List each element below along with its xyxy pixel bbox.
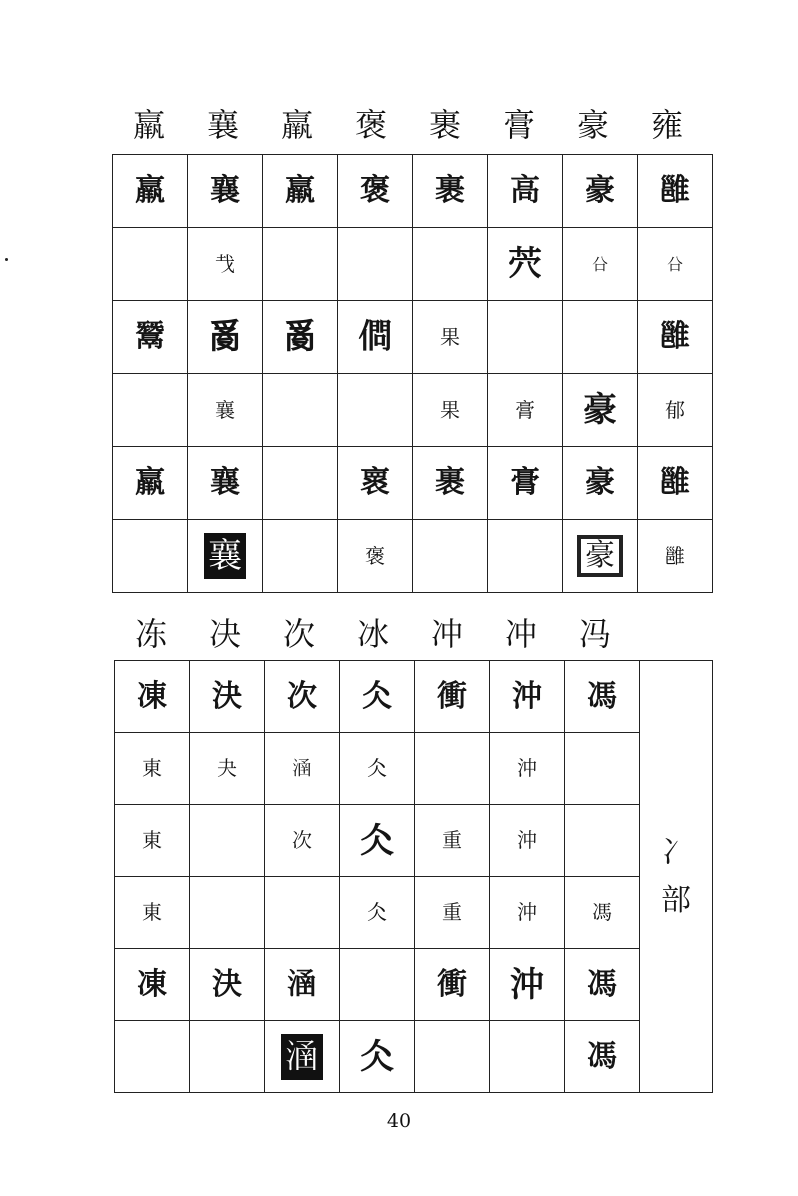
glyph: 郁 [665,397,685,422]
glyph: 東 [142,900,162,924]
glyph-cell [265,661,340,733]
glyph: 夬 [217,756,237,780]
glyph: 褒 [360,173,390,208]
glyph: 𤔔 [283,317,317,357]
section1-heading: 襄 [206,106,239,144]
glyph-cell [638,520,713,593]
seal-stamp-glyph: 襄 [204,533,246,579]
glyph-cell [563,374,638,447]
table-row [113,301,713,374]
table-row [115,1021,713,1093]
section2-glyph-table [114,660,713,1093]
glyph: 重 [442,828,462,852]
glyph: 決 [212,678,242,714]
glyph: 重 [442,900,462,924]
glyph-cell [338,301,413,374]
glyph-cell [638,374,713,447]
glyph-cell [490,877,565,949]
glyph: 馮 [592,900,612,924]
glyph: 雝 [660,173,690,208]
glyph-cell [263,155,338,228]
table-row [115,661,713,733]
glyph-cell [263,301,338,374]
glyph-cell [488,520,563,593]
glyph: 雝 [660,319,690,354]
table-row [113,374,713,447]
glyph-cell [490,949,565,1021]
glyph: 羸 [135,465,165,500]
glyph-cell [490,805,565,877]
table-row [113,228,713,301]
glyph-cell [188,228,263,301]
glyph: 馮 [587,966,617,1002]
glyph-cell [263,228,338,301]
glyph-cell [338,155,413,228]
glyph-cell [488,301,563,374]
glyph-cell [415,661,490,733]
glyph: 茓 [508,244,542,284]
glyph-cell [563,228,638,301]
glyph-cell [415,733,490,805]
glyph-cell [413,301,488,374]
section1-heading: 裹 [428,106,461,144]
glyph: 𣹢 [292,756,312,780]
glyph-cell [490,661,565,733]
glyph: 凍 [137,678,167,714]
glyph-cell [113,447,188,520]
glyph-cell [413,447,488,520]
glyph: 次 [287,678,317,714]
glyph-cell [338,374,413,447]
glyph-cell [413,228,488,301]
glyph: 襄 [210,465,240,500]
glyph-cell [338,520,413,593]
glyph-cell [188,301,263,374]
glyph-cell [415,805,490,877]
glyph: 仌 [367,900,387,924]
glyph-cell [563,301,638,374]
glyph-cell [265,1021,340,1093]
glyph: 羸 [285,173,315,208]
glyph-cell [113,520,188,593]
glyph-cell [340,1021,415,1093]
glyph-cell [340,877,415,949]
glyph-cell [190,805,265,877]
glyph-cell [413,374,488,447]
glyph-cell [415,1021,490,1093]
table-row [113,447,713,520]
glyph-cell [565,805,640,877]
section1-heading: 膏 [502,106,535,144]
radical-label-cell [640,661,713,1093]
glyph: 豪 [583,390,617,430]
glyph-cell [488,374,563,447]
glyph: 沖 [517,756,537,780]
glyph: 雝 [660,465,690,500]
glyph: 雝 [665,543,685,568]
glyph: 次 [292,828,312,852]
glyph-cell [638,228,713,301]
glyph: 裹 [435,465,465,500]
table-row [113,155,713,228]
section2-heading: 冻 [134,615,167,653]
glyph: 馮 [587,678,617,714]
radical-label: 部 [661,882,691,918]
glyph-cell [113,155,188,228]
glyph: 𣹢 [287,966,317,1002]
glyph: 褱 [360,465,390,500]
glyph-cell [265,949,340,1021]
glyph-cell [188,374,263,447]
glyph: 仌 [362,678,392,714]
section1-glyph-table [112,154,713,593]
glyph-cell [340,733,415,805]
glyph-cell [263,447,338,520]
section2-heading: 冰 [356,615,389,653]
section2-heading: 决 [208,615,241,653]
section1-heading: 雍 [650,106,683,144]
glyph: 決 [212,966,242,1002]
table-row [113,520,713,593]
glyph: 馮 [587,1038,617,1074]
glyph-cell [115,949,190,1021]
glyph-cell [638,301,713,374]
glyph: 裹 [435,173,465,208]
table-row [115,877,713,949]
section1-headings [112,105,704,145]
glyph: 褒 [365,543,385,568]
glyph-cell [115,805,190,877]
page-number: 40 [386,1110,412,1132]
glyph-cell [565,949,640,1021]
glyph-cell [115,1021,190,1093]
table-row [115,949,713,1021]
glyph-cell [340,949,415,1021]
glyph-cell [115,733,190,805]
stray-dot [5,258,8,261]
glyph-cell [490,733,565,805]
seal-stamp-glyph: 𣹢 [281,1034,323,1080]
glyph-cell [340,661,415,733]
glyph-cell [190,1021,265,1093]
glyph-cell [638,447,713,520]
glyph-cell [113,228,188,301]
glyph-cell [265,733,340,805]
glyph-cell [340,805,415,877]
glyph-cell [413,155,488,228]
glyph: 衝 [437,678,467,714]
glyph-cell [565,1021,640,1093]
glyph: 㕣 [591,254,608,274]
glyph-cell [638,155,713,228]
glyph: 羸 [135,173,165,208]
glyph: 果 [440,324,460,349]
glyph-cell [188,520,263,593]
boxed-seal-glyph: 豪 [577,535,623,577]
glyph-cell [115,661,190,733]
glyph-cell [338,447,413,520]
glyph-cell [190,661,265,733]
glyph: 沖 [517,900,537,924]
table-row [115,733,713,805]
glyph: 沖 [510,964,544,1005]
section2-headings [114,614,632,654]
glyph: 衝 [437,966,467,1002]
glyph: 高 [510,173,540,208]
table-row [115,805,713,877]
glyph-cell [190,733,265,805]
glyph-cell [190,949,265,1021]
glyph-cell [565,877,640,949]
glyph-cell [488,155,563,228]
glyph-cell [490,1021,565,1093]
glyph: 東 [142,828,162,852]
glyph: 仌 [367,756,387,780]
glyph-cell [565,733,640,805]
glyph: 豪 [585,173,615,208]
section1-heading: 羸 [132,106,165,144]
glyph: 𤔔 [208,317,242,357]
glyph-cell [263,520,338,593]
section1-heading: 褒 [354,106,387,144]
glyph-cell [488,228,563,301]
glyph: 㕣 [666,254,683,274]
glyph: 仌 [360,820,394,861]
glyph-cell [115,877,190,949]
glyph-cell [413,520,488,593]
glyph: 襄 [215,397,235,422]
glyph: 仌 [360,1036,394,1077]
glyph-cell [188,155,263,228]
glyph: 東 [142,756,162,780]
glyph-cell [338,228,413,301]
glyph-cell [113,301,188,374]
glyph-cell [188,447,263,520]
section2-heading: 次 [282,615,315,653]
glyph: 沖 [512,678,542,714]
glyph-cell [415,949,490,1021]
glyph: 凍 [137,966,167,1002]
glyph-cell [488,447,563,520]
glyph-cell [563,447,638,520]
section2-heading: 冲 [430,615,463,653]
glyph-cell [565,661,640,733]
section2-heading: 冲 [504,615,537,653]
glyph: 沖 [517,828,537,852]
glyph: 膏 [510,465,540,500]
glyph-cell [265,877,340,949]
radical-symbol: 冫 [661,834,691,870]
glyph: 膏 [515,397,535,422]
glyph-cell [415,877,490,949]
glyph-cell [190,877,265,949]
glyph: 豪 [585,465,615,500]
glyph-cell [265,805,340,877]
glyph-cell [563,520,638,593]
glyph: 果 [440,397,460,422]
glyph-cell [263,374,338,447]
glyph-cell [113,374,188,447]
glyph: 襄 [210,173,240,208]
glyph: 𠍒 [358,317,392,357]
glyph: 鬵 [135,319,165,354]
glyph: 𢦏 [215,251,235,276]
section1-heading: 豪 [576,106,609,144]
section1-heading: 羸 [280,106,313,144]
glyph-cell [563,155,638,228]
section2-heading: 冯 [578,615,611,653]
